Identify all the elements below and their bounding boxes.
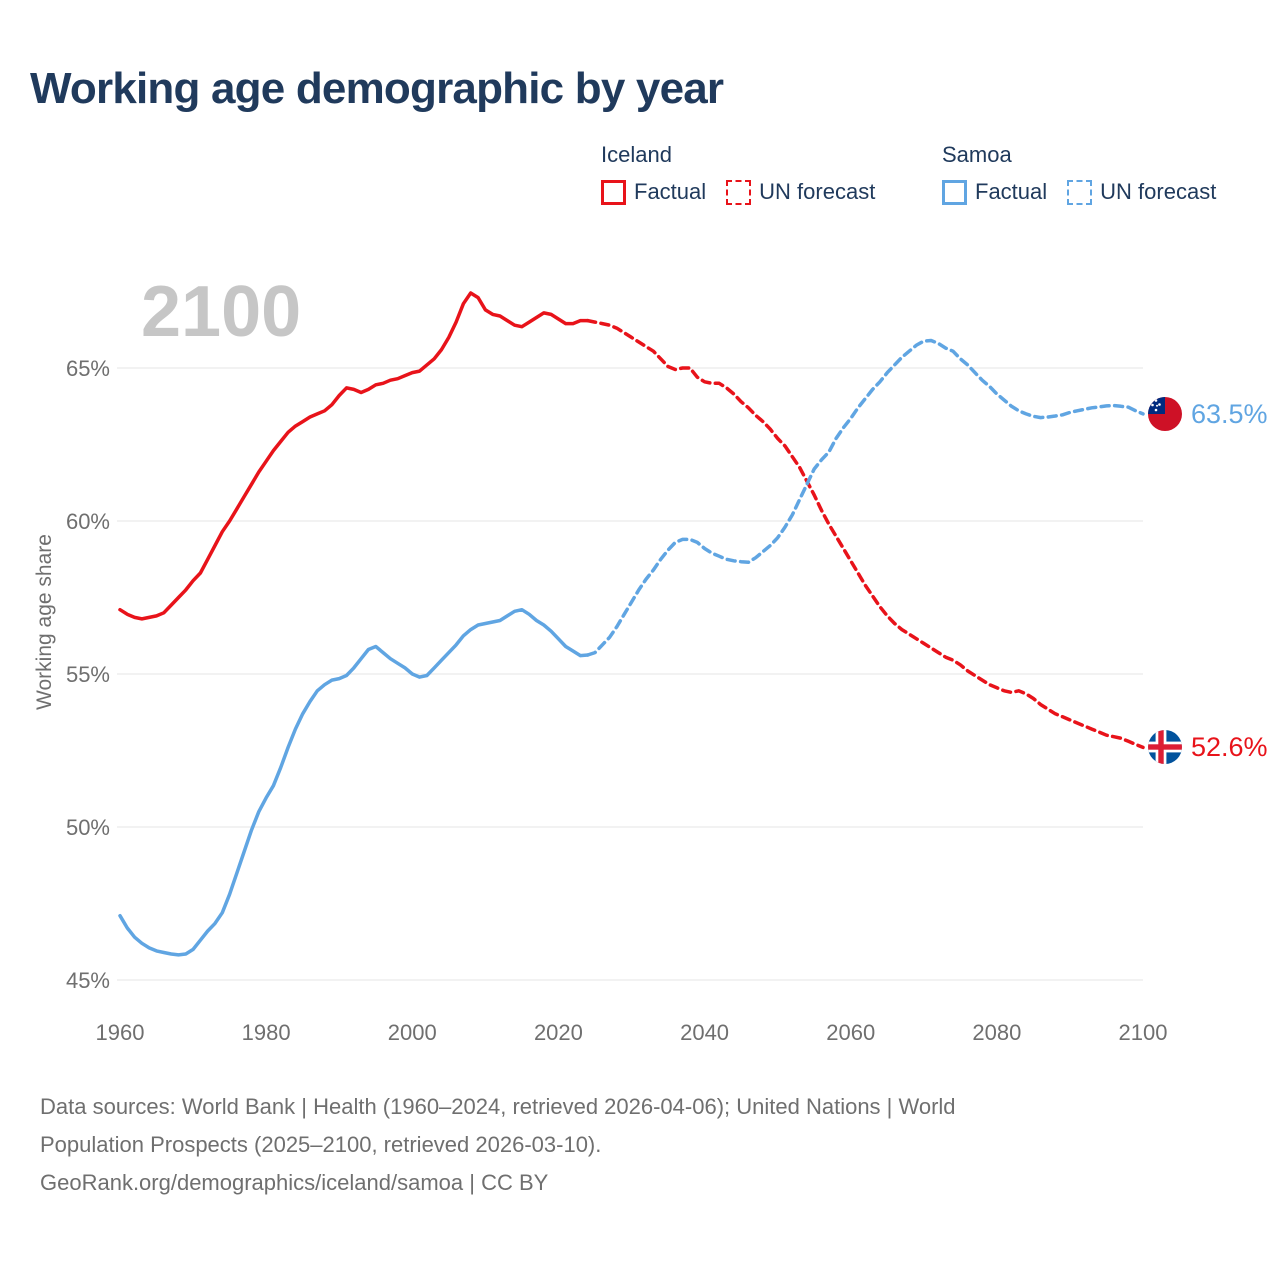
series-samoa-factual [120,610,588,955]
samoa-factual-label: Factual [975,179,1048,204]
y-tick-label: 60% [65,509,110,534]
iceland-factual-label: Factual [634,179,707,204]
x-tick-labels [96,1020,1168,1045]
series-iceland-forecast [588,321,1143,748]
footer-line-attribution: GeoRank.org/demographics/iceland/samoa | CC BY [40,1170,549,1195]
x-tick-label: 1980 [241,1020,291,1045]
footer-line-sources: Data sources: World Bank | Health (1960–2024, retrieved 2026-04-06); United Nations | World [40,1094,956,1119]
watermark-year: 2100 [141,272,302,352]
x-tick-label: 2100 [1118,1020,1168,1045]
gridlines [117,368,1143,980]
y-tick-labels [66,356,110,993]
y-tick-label: 45% [65,968,110,993]
x-tick-label: 2080 [972,1020,1022,1045]
samoa-end-value: 63.5% [1191,398,1268,429]
x-tick-label: 2020 [533,1020,583,1045]
series-lines [120,293,1143,955]
y-tick-label: 50% [65,815,110,840]
samoa-flag-icon [1147,396,1183,432]
x-tick-label: 2040 [680,1020,730,1045]
y-tick-label: 55% [65,662,110,687]
x-tick-label: 2000 [387,1020,437,1045]
x-tick-label: 2060 [826,1020,876,1045]
iceland-forecast-label: UN forecast [759,179,876,204]
series-samoa-forecast [588,341,1143,656]
iceland-end-value: 52.6% [1191,731,1268,762]
legend-country-iceland: Iceland [601,142,672,167]
series-iceland-factual [120,293,588,619]
samoa-forecast-label: UN forecast [1100,179,1217,204]
iceland-flag-icon [1147,729,1183,765]
y-tick-label: 65% [65,356,110,381]
y-axis-title: Working age share [33,534,56,710]
x-tick-label: 1960 [95,1020,145,1045]
page-title: Working age demographic by year [30,64,724,113]
footer [40,1088,956,1202]
samoa-end-label [1147,396,1268,432]
footer-line-prospects: Population Prospects (2025–2100, retrieved 2026-03-10). [40,1132,602,1157]
legend-country-samoa: Samoa [942,142,1012,167]
iceland-end-label [1147,729,1268,765]
